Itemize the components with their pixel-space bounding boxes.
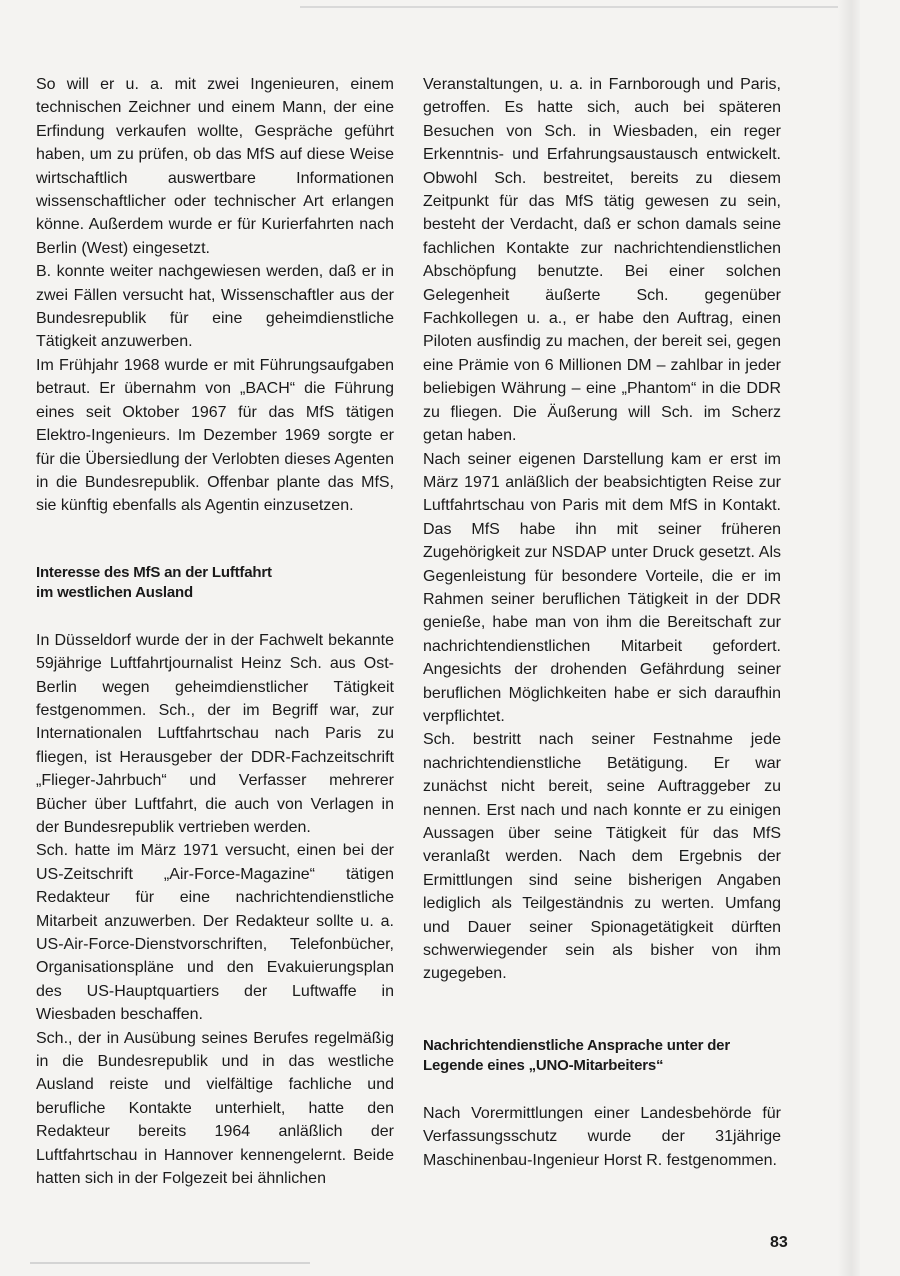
left-column — [36, 73, 394, 1190]
section-heading — [423, 1036, 781, 1076]
paragraph: In Düsseldorf wurde der in der Fachwelt bekannte 59jährige Luftfahrtjournalist Heinz Sch. aus Ost-Berlin wegen geheimdienstlicher Tätigkeit festgenommen. Sch., der im Begriff war, zur Internationalen Luftfahrtschau nach Paris zu fliegen, ist Herausgeber der DDR-Fachzeitschrift „Flieger-Jahrbuch“ und Verfasser mehrerer Bücher über Luftfahrt, die auch von Verlagen in der Bundesrepublik vertrieben werden. — [36, 631, 394, 836]
section-heading — [36, 563, 394, 603]
section-heading-line: Legende eines „UNO-Mitarbeiters“ — [423, 1056, 664, 1074]
scan-edge-right — [838, 0, 860, 1276]
paragraph: Sch. bestritt nach seiner Festnahme jede nachrichtendienstliche Betätigung. Er war zunächst nicht bereit, seine Auftraggeber zu nennen. Erst nach und nach konnte er zu einigen Aussagen über seine Tätigkeit für das MfS veranlaßt werden. Nach dem Ergebnis der Ermittlungen sind seine bisherigen Angaben lediglich als Teilgeständnis zu werten. Umfang und Dauer seiner Spionagetätigkeit dürften schwerwiegender sein als bisher von ihm zugegeben. — [423, 731, 781, 983]
paragraph: Sch., der in Ausübung seines Berufes regelmäßig in die Bundesrepublik und in das westliche Ausland reiste und vielfältige fachliche und berufliche Kontakte unterhielt, hatte den Redakteur bereits 1964 anläßlich der Luftfahrtschau in Hannover kennengelernt. Beide hatten sich in der Folgezeit bei ähnlichen — [36, 1029, 394, 1188]
paragraph: Nach seiner eigenen Darstellung kam er erst im März 1971 anläßlich der beabsichtigten Reise zur Luftfahrtschau von Paris mit dem MfS in Kontakt. Das MfS habe ihn mit seiner früheren Zugehörigkeit zur NSDAP unter Druck gesetzt. Als Gegenleistung für besondere Vorteile, die er im Rahmen seiner beruflichen Tätigkeit in der DDR genieße, habe man von ihm die Bereitschaft zur nachrichtendienstlichen Mitarbeit gefordert. Angesichts der drohenden Gefährdung seiner beruflichen Möglichkeiten habe er sich daraufhin verpflichtet. — [423, 450, 781, 725]
paragraph: Im Frühjahr 1968 wurde er mit Führungsaufgaben betraut. Er übernahm von „BACH“ die Führung eines seit Oktober 1967 für das MfS tätigen Elektro-Ingenieurs. Im Dezember 1969 sorgte er für die Übersiedlung der Verlobten dieses Agenten in die Bundesrepublik. Offenbar plante das MfS, sie künftig ebenfalls als Agentin einzusetzen. — [36, 356, 394, 515]
paragraph: Sch. hatte im März 1971 versucht, einen bei der US-Zeitschrift „Air-Force-Magazine“ tätigen Redakteur für eine nachrichtendienstliche Mitarbeit anzuwerben. Der Redakteur sollte u. a. US-Air-Force-Dienstvorschriften, Telefonbücher, Organisationspläne und den Evakuierungsplan des US-Hauptquartiers der Luftwaffe in Wiesbaden beschaffen. — [36, 842, 394, 1024]
scan-edge-bottom — [30, 1262, 310, 1264]
section-heading-line: Nachrichtendienstliche Ansprache unter der — [423, 1036, 730, 1054]
paragraph: So will er u. a. mit zwei Ingenieuren, einem technischen Zeichner und einem Mann, der eine Erfindung verkaufen wollte, Gespräche geführt haben, um zu prüfen, ob das MfS auf diese Weise wirtschaftlich auswertbare Informationen wissenschaftlicher oder technischer Art erlangen könne. Außerdem wurde er für Kurierfahrten nach Berlin (West) eingesetzt. — [36, 76, 394, 257]
paragraph: Nach Vorermittlungen einer Landesbehörde für Verfassungsschutz wurde der 31jährige Maschinenbau-Ingenieur Horst R. festgenommen. — [423, 1104, 781, 1169]
section-heading-line: Interesse des MfS an der Luftfahrt — [36, 563, 272, 581]
page-number: 83 — [770, 1234, 788, 1251]
paragraph: B. konnte weiter nachgewiesen werden, daß er in zwei Fällen versucht hat, Wissenschaftler aus der Bundesrepublik für eine geheimdienstliche Tätigkeit anzuwerben. — [36, 263, 394, 351]
right-column — [423, 73, 781, 1172]
scan-edge-top — [300, 6, 840, 8]
paragraph: Veranstaltungen, u. a. in Farnborough und Paris, getroffen. Es hatte sich, auch bei späteren Besuchen von Sch. in Wiesbaden, ein reger Erkenntnis- und Erfahrungsaustausch entwickelt. Obwohl Sch. bestreitet, bereits zu diesem Zeitpunkt für das MfS tätig gewesen zu sein, besteht der Verdacht, daß er schon damals seine fachlichen Kontakte zur nachrichtendienstlichen Abschöpfung benutzte. Bei einer solchen Gelegenheit äußerte Sch. gegenüber Fachkollegen u. a., er habe den Auftrag, einen Piloten ausfindig zu machen, der bereit sei, gegen eine Prämie von 6 Millionen DM – zahlbar in jeder beliebigen Währung – eine „Phantom“ in die DDR zu fliegen. Die Äußerung will Sch. im Scherz getan haben. — [423, 76, 781, 445]
section-heading-line: im westlichen Ausland — [36, 583, 193, 601]
